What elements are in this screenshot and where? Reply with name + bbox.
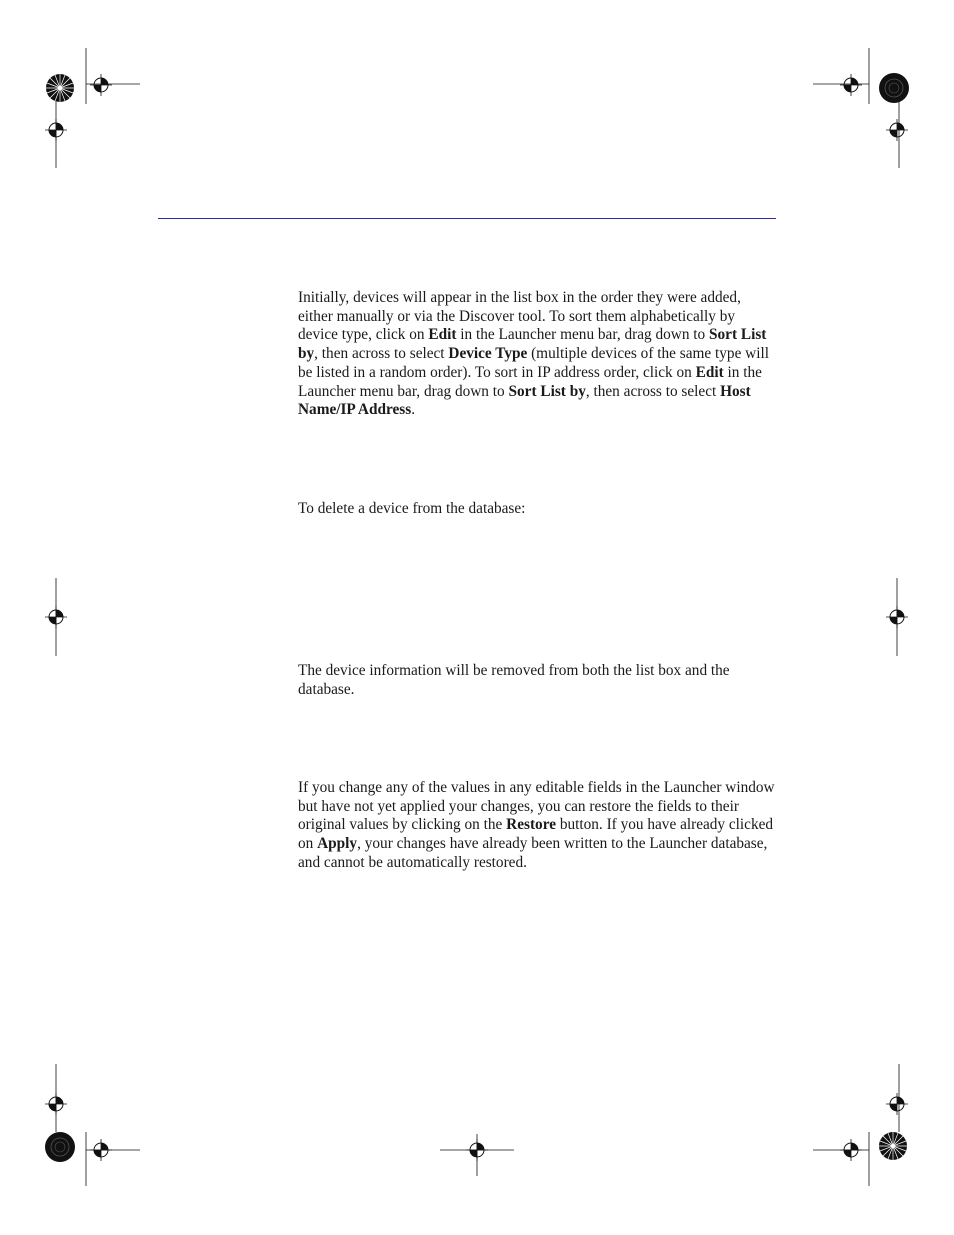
text-run: , your changes have already been written to the Launcher database, and cannot be automatically restored. bbox=[298, 835, 768, 871]
paragraph-removal-result bbox=[298, 662, 778, 699]
text-run: To delete a device from the database: bbox=[298, 500, 526, 517]
text-run: in the Launcher menu bar, drag down to bbox=[298, 363, 762, 400]
text-run: in the Launcher menu bar, drag down to bbox=[456, 326, 710, 344]
ui-term: Restore bbox=[506, 816, 557, 834]
ui-term: Device Type bbox=[448, 345, 528, 363]
crop-marks-bottom-left bbox=[40, 1062, 150, 1192]
ui-term: Apply bbox=[317, 835, 358, 853]
filled-dial-icon bbox=[44, 1131, 76, 1163]
crosshair-target-icon bbox=[886, 1093, 908, 1115]
text-run: button. If you have already clicked on bbox=[298, 816, 774, 853]
text-run: , then across to select bbox=[585, 382, 721, 400]
crosshair-target-icon bbox=[45, 606, 67, 628]
crosshair-target-icon bbox=[90, 1139, 112, 1161]
crop-marks-top-right bbox=[805, 40, 915, 175]
ui-term: Edit bbox=[695, 363, 724, 381]
crosshair-target-icon bbox=[466, 1139, 488, 1161]
text-run: , then across to select bbox=[314, 345, 449, 363]
crosshair-target-icon bbox=[90, 74, 112, 96]
ui-term: Edit bbox=[428, 326, 457, 344]
header-rule bbox=[158, 218, 776, 219]
crosshair-target-icon bbox=[45, 1093, 67, 1115]
crosshair-target-icon bbox=[45, 119, 67, 141]
ui-term: Sort List by bbox=[508, 382, 586, 400]
filled-dial-icon bbox=[878, 72, 910, 104]
text-run: If you change any of the values in any editable fields in the Launcher window but have not yet applied your changes, you can restore the fields to their original values by clicking on the bbox=[298, 779, 775, 834]
crosshair-target-icon bbox=[886, 119, 908, 141]
crop-marks-bottom-right bbox=[805, 1062, 915, 1192]
paragraph-restore bbox=[298, 779, 778, 873]
paragraph-sorting bbox=[298, 289, 778, 420]
text-run: Initially, devices will appear in the list box in the order they were added, either manually or via the Discover tool. To sort them alphabetically by device type, click on bbox=[298, 289, 741, 344]
text-run: (multiple devices of the same type will be listed in a random order). To sort in IP address order, click on bbox=[298, 345, 769, 381]
crosshair-target-icon bbox=[840, 1139, 862, 1161]
starburst-icon bbox=[45, 73, 75, 103]
text-run: . bbox=[411, 401, 416, 419]
ui-term: Host Name/IP Address bbox=[298, 382, 751, 419]
crop-marks-top-left bbox=[40, 40, 150, 175]
starburst-icon bbox=[878, 1131, 908, 1161]
paragraph-delete-intro bbox=[298, 500, 778, 519]
crosshair-target-icon bbox=[886, 606, 908, 628]
crosshair-target-icon bbox=[840, 74, 862, 96]
ui-term: Sort List by bbox=[298, 326, 767, 363]
text-run: The device information will be removed from both the list box and the database. bbox=[298, 662, 730, 698]
